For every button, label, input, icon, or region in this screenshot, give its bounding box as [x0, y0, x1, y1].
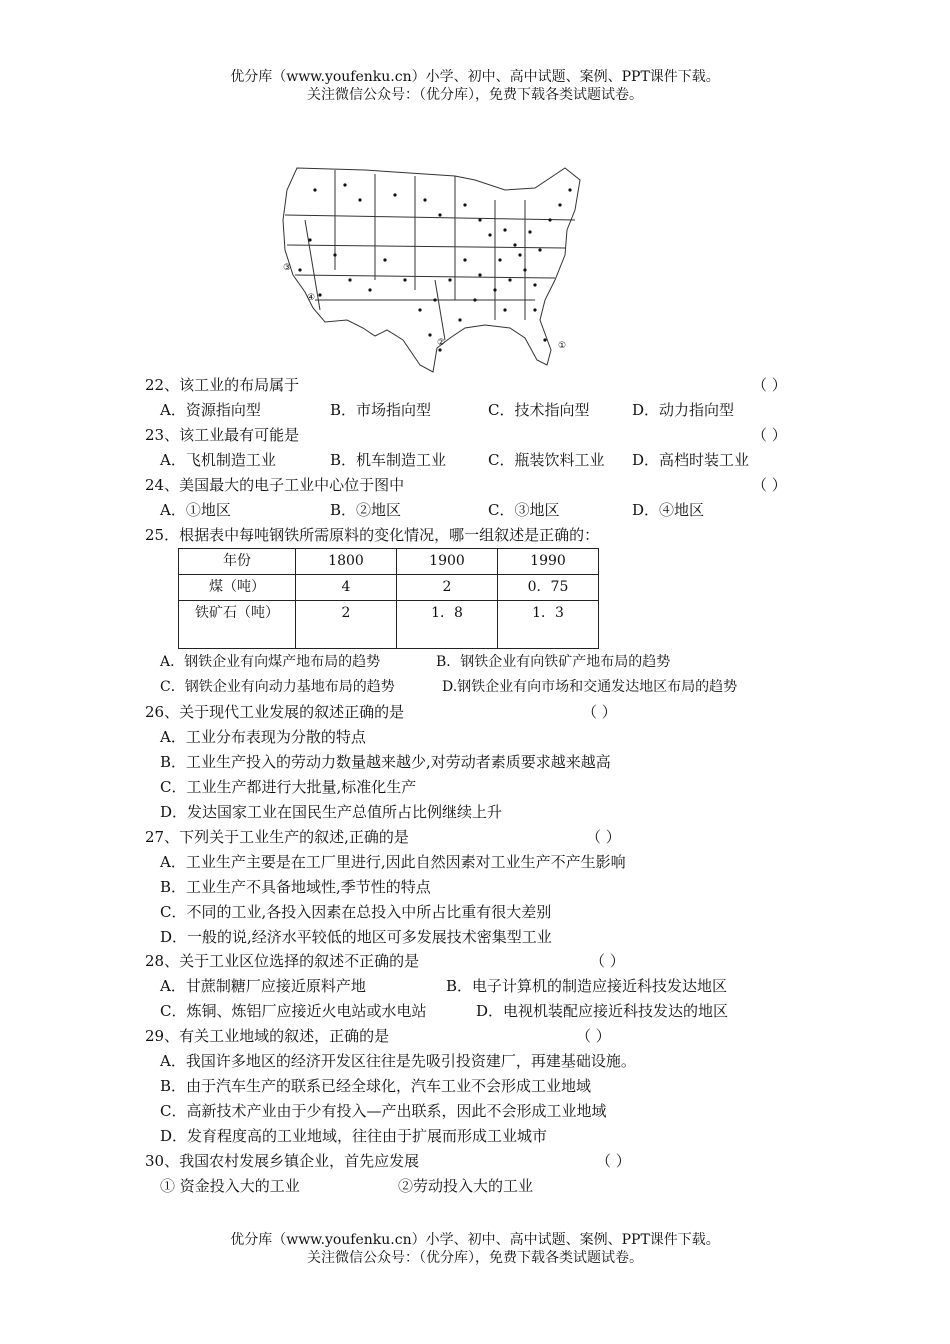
q30-stem: 30、我国农村发展乡镇企业，首先应发展	[145, 1152, 420, 1170]
q27-stem: 27、下列关于工业生产的叙述,正确的是	[145, 828, 409, 846]
q28-option-d[interactable]: D．电视机装配应接近科技发达的地区	[476, 1002, 729, 1020]
q26-option-a[interactable]: A．工业分布表现为分散的特点	[160, 728, 366, 746]
q29-option-d[interactable]: D．发育程度高的工业地域，往往由于扩展而形成工业城市	[160, 1127, 548, 1145]
q23-option-c[interactable]: C．瓶装饮料工业	[488, 451, 605, 469]
factory-dots	[298, 183, 571, 351]
q29-stem: 29、有关工业地域的叙述，正确的是	[145, 1027, 390, 1045]
table-cell-coal-label: 煤（吨）	[179, 575, 296, 601]
q29-option-a[interactable]: A．我国许多地区的经济开发区往往是先吸引投资建厂，再建基础设施。	[160, 1052, 636, 1070]
marker-2: ②	[437, 338, 446, 348]
q23-option-b[interactable]: B．机车制造工业	[330, 451, 447, 469]
q23-option-a[interactable]: A．飞机制造工业	[160, 451, 276, 469]
table-cell: 2	[397, 575, 498, 601]
q22-option-d[interactable]: D．动力指向型	[632, 401, 735, 419]
q25-stem: 25．根据表中每吨钢铁所需原料的变化情况，哪一组叙述是正确的：	[145, 526, 600, 544]
q29-option-c[interactable]: C．高新技术产业由于少有投入—产出联系，因此不会形成工业地域	[160, 1102, 607, 1120]
table-header-1990: 1990	[498, 549, 599, 575]
header-line-1: 优分库（www.youfenku.cn）小学、初中、高中试题、案例、PPT课件下载。	[230, 69, 720, 85]
q25-option-c[interactable]: C．钢铁企业有向动力基地布局的趋势	[160, 679, 395, 695]
q25-option-b[interactable]: B．钢铁企业有向铁矿产地布局的趋势	[436, 654, 671, 670]
q23-option-d[interactable]: D．高档时装工业	[632, 451, 750, 469]
q26-stem: 26、关于现代工业发展的叙述正确的是	[145, 703, 405, 721]
marker-1: ①	[558, 341, 567, 351]
q27-option-a[interactable]: A．工业生产主要是在工厂里进行,因此自然因素对工业生产不产生影响	[160, 853, 626, 871]
q29-answer-blank[interactable]: （ ）	[576, 1027, 611, 1045]
table-cell: 4	[296, 575, 397, 601]
table-cell: 0．75	[498, 575, 599, 601]
q22-option-b[interactable]: B．市场指向型	[330, 401, 432, 419]
q24-stem: 24、美国最大的电子工业中心位于图中	[145, 476, 405, 494]
q26-option-c[interactable]: C．工业生产都进行大批量,标准化生产	[160, 778, 417, 796]
header-line-2: 关注微信公众号：（优分库），免费下载各类试题试卷。	[307, 87, 643, 103]
footer-line-2: 关注微信公众号：（优分库），免费下载各类试题试卷。	[307, 1250, 643, 1266]
q28-option-c[interactable]: C．炼铜、炼铝厂应接近火电站或水电站	[160, 1002, 427, 1020]
q27-option-c[interactable]: C．不同的工业,各投入因素在总投入中所占比重有很大差别	[160, 903, 552, 921]
table-cell-iron-ore-label: 铁矿石（吨）	[179, 601, 296, 649]
q24-option-b[interactable]: B．②地区	[330, 501, 402, 519]
q29-option-b[interactable]: B．由于汽车生产的联系已经全球化，汽车工业不会形成工业地域	[160, 1077, 592, 1095]
q22-option-c[interactable]: C．技术指向型	[488, 401, 590, 419]
state-lines	[285, 170, 575, 340]
q24-option-d[interactable]: D．④地区	[632, 501, 705, 519]
table-cell: 1．8	[397, 601, 498, 649]
table-cell: 1．3	[498, 601, 599, 649]
q26-answer-blank[interactable]: （ ）	[582, 703, 617, 721]
q25-option-a[interactable]: A．钢铁企业有向煤产地布局的趋势	[160, 654, 381, 670]
q23-stem: 23、该工业最有可能是	[145, 426, 300, 444]
q28-answer-blank[interactable]: （ ）	[590, 952, 625, 970]
q24-option-a[interactable]: A．①地区	[160, 501, 231, 519]
q27-option-b[interactable]: B．工业生产不具备地域性,季节性的特点	[160, 878, 431, 896]
q22-answer-blank[interactable]: （ ）	[752, 376, 787, 394]
q27-option-d[interactable]: D．一般的说,经济水平较低的地区可多发展技术密集型工业	[160, 928, 552, 946]
marker-4: ④	[307, 293, 316, 303]
table-header-year: 年份	[179, 549, 296, 575]
q23-answer-blank[interactable]: （ ）	[752, 426, 787, 444]
table-header-1800: 1800	[296, 549, 397, 575]
table-header-1900: 1900	[397, 549, 498, 575]
marker-3: ③	[283, 263, 292, 273]
q26-option-b[interactable]: B．工业生产投入的劳动力数量越来越少,对劳动者素质要求越来越高	[160, 753, 611, 771]
q24-option-c[interactable]: C．③地区	[488, 501, 560, 519]
q22-stem: 22、该工业的布局属于	[145, 376, 300, 394]
q30-answer-blank[interactable]: （ ）	[596, 1152, 631, 1170]
us-outline	[283, 168, 580, 372]
table-cell: 2	[296, 601, 397, 649]
q30-option-2[interactable]: ②劳动投入大的工业	[398, 1177, 534, 1195]
q28-stem: 28、关于工业区位选择的叙述不正确的是	[145, 952, 420, 970]
q24-answer-blank[interactable]: （ ）	[752, 476, 787, 494]
footer-line-1: 优分库（www.youfenku.cn）小学、初中、高中试题、案例、PPT课件下载。	[230, 1232, 720, 1248]
q25-raw-material-table	[178, 548, 599, 649]
us-industry-distribution-map	[275, 160, 595, 382]
q22-option-a[interactable]: A．资源指向型	[160, 401, 261, 419]
q26-option-d[interactable]: D．发达国家工业在国民生产总值所占比例继续上升	[160, 803, 503, 821]
q30-option-1[interactable]: ① 资金投入大的工业	[160, 1177, 300, 1195]
q28-option-b[interactable]: B．电子计算机的制造应接近科技发达地区	[446, 977, 728, 995]
q25-option-d[interactable]: D.钢铁企业有向市场和交通发达地区布局的趋势	[442, 679, 738, 695]
q28-option-a[interactable]: A．甘蔗制糖厂应接近原料产地	[160, 977, 366, 995]
q27-answer-blank[interactable]: （ ）	[586, 828, 621, 846]
